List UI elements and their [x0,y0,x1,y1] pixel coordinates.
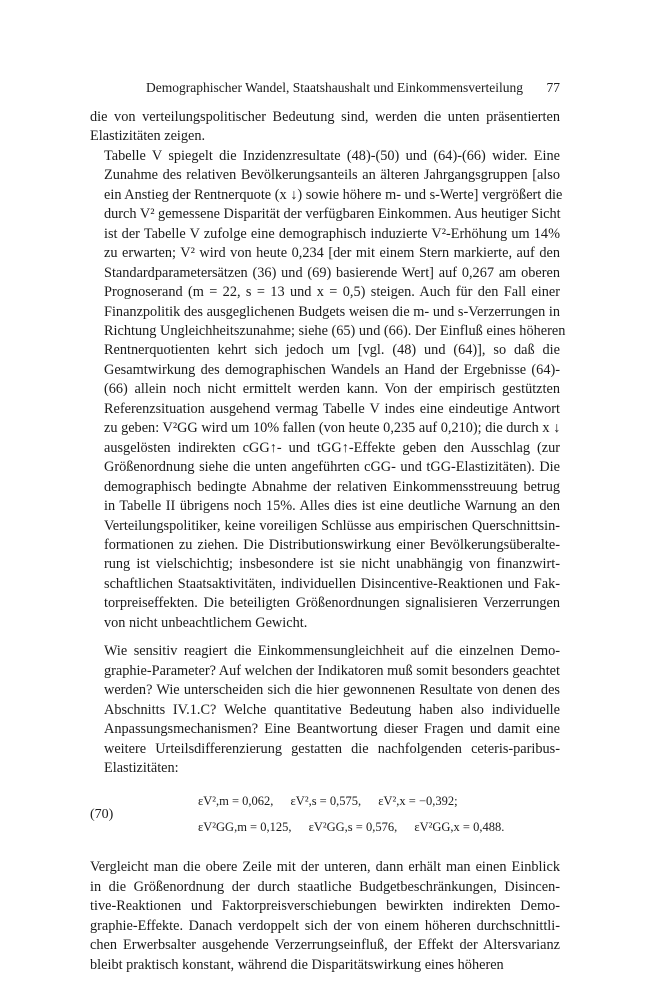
text-line: ist der Tabelle V zufolge eine demographisch induzierte V²-Erhöhung um 14% [104,225,560,242]
text-line: Standardparametersätzen (36) und (69) basierende Wert] auf 0,267 am oberen [104,264,560,281]
equation-term: εV²GG,m = 0,125, [198,820,292,835]
body-text [90,108,566,975]
text-line: graphie-Parameter? Auf welchen der Indikatoren muß somit besonders geachtet [104,662,560,679]
text-line: weitere Urteilsdifferenzierung gestatten die nachfolgenden ceteris-paribus- [104,740,560,757]
text-line: Finanzpolitik des ausgeglichenen Budgets weisen die m- und s-Verzerrungen in [104,303,560,320]
text-line: Gesamtwirkung des demographischen Wandels an Hand der Ergebnisse (64)- [104,361,560,378]
text-line: bleibt praktisch konstant, während die Disparitätswirkung eines höheren [90,956,504,973]
text-line: Elastizitäten zeigen. [90,128,206,145]
text-line: Elastizitäten: [104,759,179,776]
text-line: (66) allein noch nicht ermittelt werden kann. Von der empirisch gestützten [104,381,560,398]
equation-70 [90,790,560,844]
equation-number: (70) [90,807,114,823]
text-line: chen Erwerbsalter ausgehende Verzerrungseinfluß, der Effekt der Altersvarianz [90,937,560,954]
text-line: von nicht unbeachtlichem Gewicht. [104,614,308,631]
text-line: Vergleicht man die obere Zeile mit der unteren, dann erhält man einen Einblick [90,859,560,876]
running-title: Demographischer Wandel, Staatshaushalt und Einkommensverteilung [146,80,523,95]
text-line: in Tabelle II übrigens noch 15%. Alles dies ist eine deutliche Warnung an den [104,498,560,515]
text-line: demographisch bedingte Abnahme der relativen Einkommensstreuung betrug [104,478,560,495]
equation-term: εV²GG,x = 0,488. [414,820,505,835]
paragraph [90,858,560,975]
equation-row [198,818,518,837]
equation-row [198,792,472,811]
text-line: tive-Reaktionen und Faktorpreisverschiebungen bewirkten indirekten Demo- [90,898,560,915]
text-line: durch V² gemessene Disparität der verfügbaren Einkommen. Aus heutiger Sicht [104,206,561,223]
equation-term: εV²GG,s = 0,576, [308,820,398,835]
text-line: Referenzsituation ausgehend vermag Tabelle V indes eine eindeutige Antwort [104,400,560,417]
text-line: zu geben: V²GG wird um 10% fallen (von heute 0,235 auf 0,210); die durch x ↓ [104,420,561,437]
text-line: die von verteilungspolitischer Bedeutung sind, werden die unten präsentierten [90,109,560,125]
paragraph [90,108,560,147]
equation-term: εV²,m = 0,062, [198,794,274,809]
text-line: zu erwarten; V² wird von heute 0,234 [der mit einem Stern markierte, auf den [104,245,560,262]
text-line: ein Anstieg der Rentnerquote (x ↓) sowie höhere m- und s-Werte] vergrößert die [104,186,563,203]
text-line: Richtung Ungleichheitszunahme; siehe (65) und (66). Der Einfluß eines höheren [104,322,566,339]
text-line: Prognoserand (m = 22, s = 13 und x = 0,5) steigen. Auch für den Fall einer [104,284,560,301]
text-line: Verteilungspolitiker, keine voreiligen Schlüsse aus empirischen Querschnittsin- [104,517,560,534]
text-line: formationen zu ziehen. Die Distributionswirkung einer Bevölkerungsüberalte- [104,536,560,553]
text-line: torpreiseffekten. Die beteiligten Größenordnungen signalisieren Verzerrungen [104,595,560,612]
text-line: Abschnitts IV.1.C? Welche quantitative Bedeutung haben also individuelle [104,701,560,718]
text-line: Anpassungsmechanismen? Eine Beantwortung dieser Fragen und damit eine [104,721,560,738]
text-line: rung ist vielschichtig; insbesondere ist sie nicht unabhängig von finanzwirt- [104,556,560,573]
equation-term: εV²,x = −0,392; [378,794,458,809]
text-line: werden? Wie unterscheiden sich die hier gewonnenen Resultate von denen des [104,682,560,699]
text-line: ausgelösten indirekten cGG↑- und tGG↑-Effekte geben den Ausschlag (zur [104,439,560,456]
text-line: schaftlichen Staatsaktivitäten, individuellen Disincentive-Reaktionen und Fak- [104,575,560,592]
text-line: Größenordnung siehe die unten angeführten cGG- und tGG-Elastizitäten). Die [104,459,560,476]
paragraph [90,147,566,633]
text-line: in die Größenordnung der durch staatliche Budgetbeschränkungen, Disincen- [90,878,560,895]
text-line: graphie-Effekte. Danach verdoppelt sich der von einem höheren durchschnittli- [90,917,560,934]
text-line: Rentnerquotienten kehrt sich jedoch um [vgl. (48) und (64)], so daß die [104,342,560,359]
equation-term: εV²,s = 0,575, [290,794,362,809]
paragraph [90,642,560,778]
text-line: Wie sensitiv reagiert die Einkommensungleichheit auf die einzelnen Demo- [104,643,560,660]
text-line: Tabelle V spiegelt die Inzidenzresultate (48)-(50) und (64)-(66) wider. Eine [104,147,560,164]
page-number: 77 [546,80,560,95]
text-line: Zunahme des relativen Bevölkerungsanteils an älteren Jahrgangsgruppen [also [104,167,560,184]
